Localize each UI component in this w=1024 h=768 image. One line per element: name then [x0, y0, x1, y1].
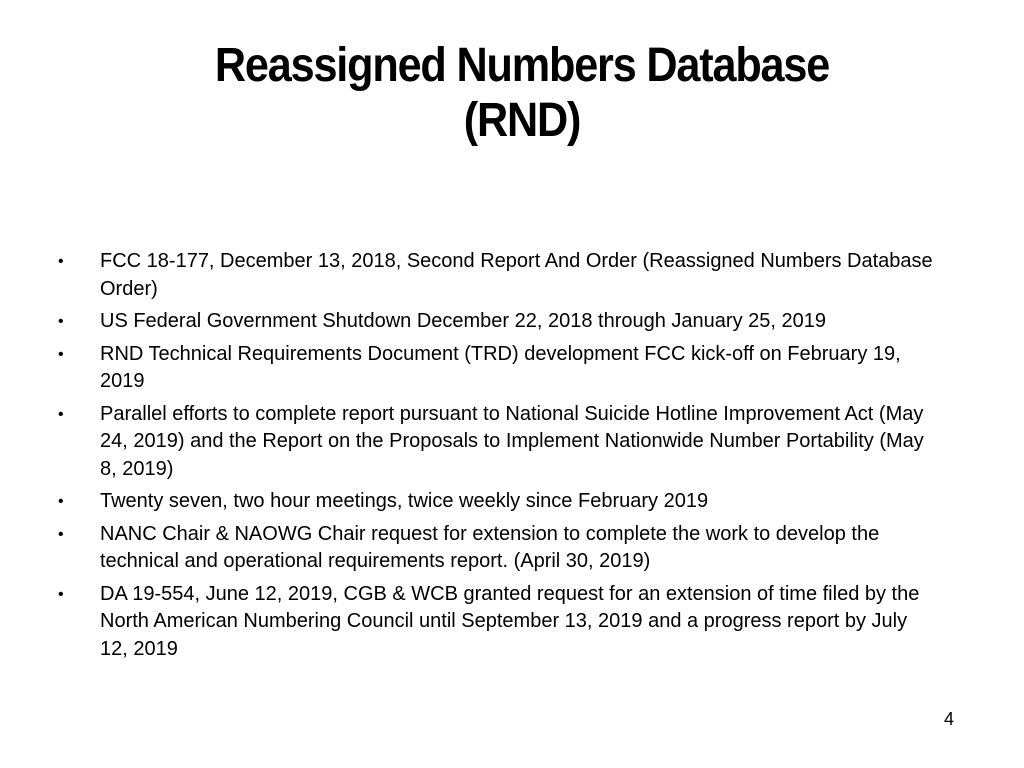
bullet-icon: • — [58, 493, 64, 510]
bullet-list — [56, 248, 936, 668]
bullet-icon: • — [58, 585, 64, 603]
slide-title — [52, 38, 992, 148]
slide-title-line-2: (RND) — [463, 94, 581, 147]
bullet-text: Parallel efforts to complete report pursuant to National Suicide Hotline Improvement Act (May 24, 2019) and the Report on the Proposals to Implement Nationwide Number Portability (May 8, 2019) — [100, 402, 924, 480]
bullet-text: DA 19-554, June 12, 2019, CGB & WCB granted request for an extension of time filed by the North American Numbering Council until September 13, 2019 and a progress report by July 12, 2019 — [100, 582, 920, 660]
bullet-item — [56, 521, 936, 576]
bullet-item — [56, 581, 936, 664]
bullet-icon: • — [58, 253, 64, 270]
page-number: 4 — [944, 709, 955, 729]
bullet-item — [56, 341, 936, 396]
bullet-item — [56, 248, 936, 303]
bullet-icon: • — [58, 345, 64, 363]
bullet-item — [56, 401, 936, 484]
bullet-item — [56, 488, 936, 516]
bullet-icon: • — [58, 525, 64, 543]
bullet-icon: • — [58, 313, 64, 330]
bullet-item — [56, 308, 936, 336]
slide-title-line-1: Reassigned Numbers Database — [214, 39, 830, 92]
bullet-text: NANC Chair & NAOWG Chair request for extension to complete the work to develop the technical and operational requirements report. (April 30, 2019) — [100, 522, 880, 572]
bullet-text: FCC 18-177, December 13, 2018, Second Report And Order (Reassigned Numbers Database Order) — [100, 250, 933, 300]
bullet-text: Twenty seven, two hour meetings, twice weekly since February 2019 — [100, 490, 709, 512]
bullet-text: US Federal Government Shutdown December 22, 2018 through January 25, 2019 — [100, 310, 826, 332]
bullet-text: RND Technical Requirements Document (TRD) development FCC kick-off on February 19, 2019 — [100, 342, 901, 392]
bullet-icon: • — [58, 405, 64, 423]
